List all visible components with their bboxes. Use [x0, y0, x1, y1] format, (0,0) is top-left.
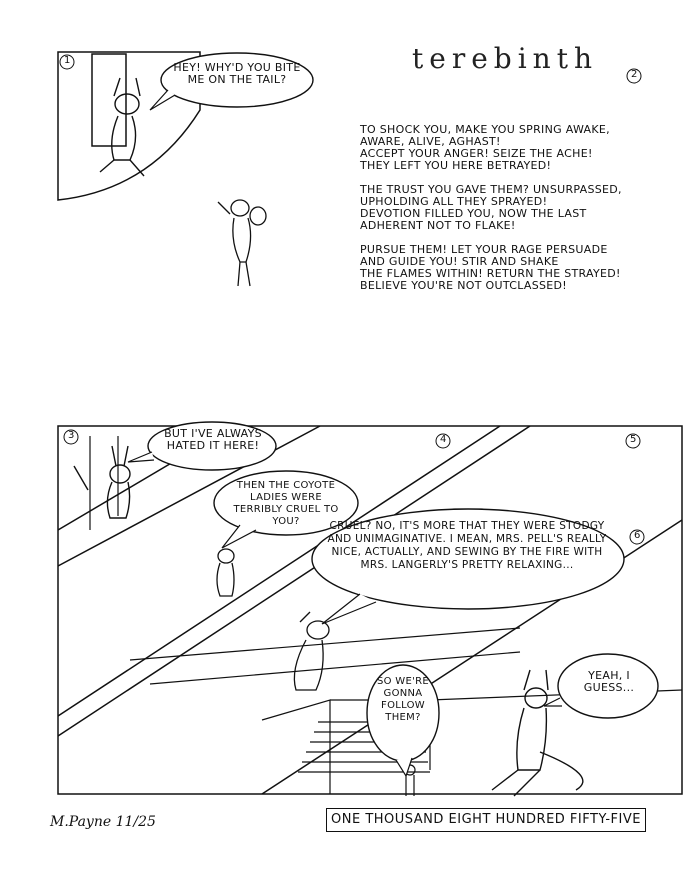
panel-number-6: 6	[634, 530, 641, 541]
panel-1-doorway	[92, 54, 126, 146]
speech-text-1: HEY! WHY'D YOU BITE ME ON THE TAIL?	[173, 61, 301, 86]
poem-line: THE FLAMES WITHIN! RETURN THE STRAYED!	[360, 267, 621, 280]
doorway-panel-3	[90, 436, 118, 530]
poem-line: ADHERENT NOT TO FLAKE!	[360, 219, 516, 232]
speech-text-4: THEN THE COYOTE LADIES WERE TERRIBLY CRUEL TO YOU?	[233, 480, 339, 527]
panel-number-3: 3	[68, 430, 75, 441]
poem-stanza-1	[360, 124, 680, 172]
poem-line: THEY LEFT YOU HERE BETRAYED!	[360, 159, 552, 172]
poem-line: BELIEVE YOU'RE NOT OUTCLASSED!	[360, 279, 567, 292]
panel-number-5: 5	[630, 434, 637, 445]
year-caption: ONE THOUSAND EIGHT HUNDRED FIFTY-FIVE	[326, 808, 646, 832]
poem-line: AND GUIDE YOU! STIR AND SHAKE	[360, 255, 559, 268]
panel-number-2: 2	[631, 69, 638, 80]
poem-stanza-3	[360, 244, 680, 292]
character-in-panel-1	[100, 78, 144, 176]
poem-line: DEVOTION FILLED YOU, NOW THE LAST	[360, 207, 587, 220]
poem-line: PURSUE THEM! LET YOUR RAGE PERSUADE	[360, 243, 608, 256]
poem-line: AWARE, ALIVE, AGHAST!	[360, 135, 501, 148]
bottom-panel-border	[58, 426, 682, 794]
character-in-panel-2	[218, 200, 266, 286]
speech-text-3: BUT I'VE ALWAYS HATED IT HERE!	[164, 427, 262, 452]
poem-line: THE TRUST YOU GAVE THEM? UNSURPASSED,	[360, 183, 622, 196]
poem-line: UPHOLDING ALL THEY SPRAYED!	[360, 195, 548, 208]
poem	[360, 124, 680, 304]
artist-signature: M.Payne 11/25	[50, 814, 156, 830]
speech-text-6b: YEAH, I GUESS...	[583, 669, 635, 694]
character-in-panel-3	[74, 446, 130, 518]
poem-stanza-2	[360, 184, 680, 232]
speech-text-5: CRUEL? NO, IT'S MORE THAT THEY WERE STODGY AND UNIMAGINATIVE. I MEAN, MRS. PELL'S REALLY NICE, ACTUALLY, AND SEWING BY THE FIRE WITH MRS. LANGERLY'S PRETTY RELAXING...	[327, 520, 607, 571]
panel-number-4: 4	[440, 434, 447, 445]
comic-title: terebinth	[412, 42, 598, 75]
character-in-panel-4	[217, 549, 234, 596]
panel-number-1: 1	[64, 55, 71, 66]
poem-line: TO SHOCK YOU, MAKE YOU SPRING AWAKE,	[360, 123, 610, 136]
speech-text-6a: SO WE'RE GONNA FOLLOW THEM?	[376, 676, 430, 723]
poem-line: ACCEPT YOUR ANGER! SEIZE THE ACHE!	[360, 147, 593, 160]
